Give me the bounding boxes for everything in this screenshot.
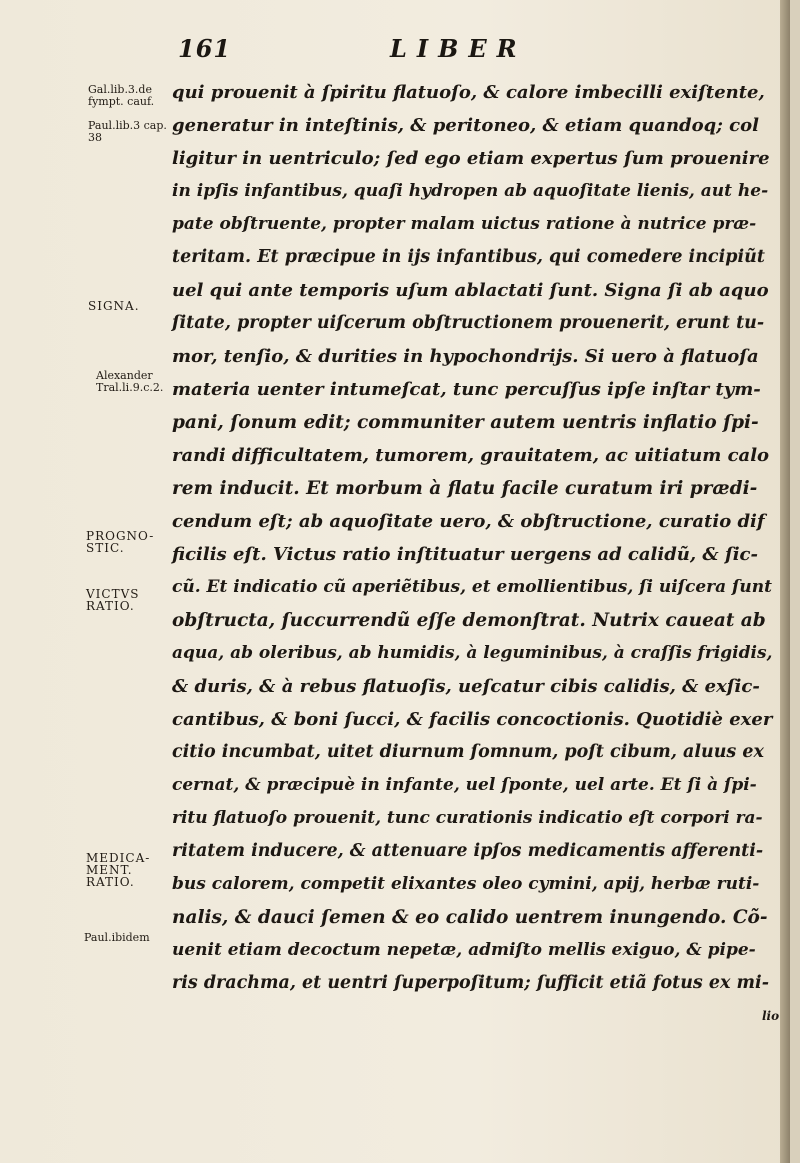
text-line: obſtructa, ſuccurrendũ eſſe demonſtrat. Nutrix caueat ab xyxy=(172,610,766,631)
folio-number: 161 xyxy=(178,34,232,63)
body-text xyxy=(172,76,780,1033)
text-line: cernat, & præcipuè in infante, uel ſponte, uel arte. Et ſi à ſpi- xyxy=(172,775,757,795)
margin-note-victus: VICTVS RATIO. xyxy=(86,587,140,613)
margin-note-gal: Gal.lib.3.de fympt. cauf. xyxy=(88,83,155,108)
text-line: pani, ſonum edit; communiter autem uentris inflatio ſpi- xyxy=(172,412,759,433)
text-line: in ipſis infantibus, quaſi hydropen ab aquoſitate lienis, aut he- xyxy=(172,181,769,201)
text-line: bus calorem, competit elixantes oleo cymini, apij, herbæ ruti- xyxy=(172,874,760,894)
text-line: ris drachma, et uentri ſuperpoſitum; ſufficit etiã fotus ex mi- xyxy=(172,973,769,993)
text-line: generatur in inteſtinis, & peritoneo, & etiam quandoq; col xyxy=(172,115,759,136)
text-line: randi difficultatem, tumorem, grauitatem, ac uitiatum calo xyxy=(172,445,770,466)
margin-note-progno: PROGNO-STIC. xyxy=(86,529,155,555)
margin-note-medica: MEDICA-MENT. RATIO. xyxy=(86,851,151,889)
text-line: cũ. Et indicatio cũ aperiẽtibus, et emollientibus, ſi uiſcera ſunt xyxy=(172,577,772,597)
margin-notes xyxy=(0,0,170,1163)
text-line: lio xyxy=(762,1009,780,1023)
text-line: qui prouenit à ſpiritu flatuoſo, & calore imbecilli exiſtente, xyxy=(172,82,765,103)
text-line: citio incumbat, uitet diurnum ſomnum, poſt cibum, aluus ex xyxy=(172,742,764,762)
text-line: ficilis eſt. Victus ratio inſtituatur uergens ad calidũ, & ſic- xyxy=(172,544,758,565)
margin-note-alexander: Alexander Tral.li.9.c.2. xyxy=(96,369,164,394)
text-line: teritam. Et præcipue in ijs infantibus, qui comedere incipiũt xyxy=(172,247,765,267)
text-line: ſitate, propter uiſcerum obſtructionem prouenerit, erunt tu- xyxy=(172,313,765,333)
text-line: nalis, & dauci ſemen & eo calido uentrem inungendo. Cõ- xyxy=(172,907,768,928)
page-edge xyxy=(780,0,790,1163)
text-line: uel qui ante temporis uſum ablactati ſunt. Signa ſi ab aquo xyxy=(172,280,769,301)
text-line: rem inducit. Et morbum à flatu facile curatum iri prædi- xyxy=(172,478,758,499)
text-line: & duris, & à rebus flatuoſis, ueſcatur cibis calidis, & exſic- xyxy=(172,676,760,697)
text-line: cendum eſt; ab aquoſitate uero, & obſtructione, curatio dif xyxy=(172,511,765,532)
running-title: LIBER xyxy=(390,34,527,63)
text-line: materia uenter intumeſcat, tunc percuſſus ipſe inſtar tym- xyxy=(172,379,761,400)
text-line: ritu flatuoſo prouenit, tunc curationis indicatio eſt corpori ra- xyxy=(172,808,763,828)
margin-note-signa: SIGNA. xyxy=(88,299,140,313)
text-line: mor, tenſio, & durities in hypochondrijs. Si uero à flatuoſa xyxy=(172,346,759,367)
page-header xyxy=(170,34,770,64)
text-line: cantibus, & boni ſucci, & facilis concoctionis. Quotidiè exer xyxy=(172,709,773,730)
text-line: uenit etiam decoctum nepetæ, admiſto mellis exiguo, & pipe- xyxy=(172,940,756,960)
text-line: pate obſtruente, propter malam uictus ratione à nutrice præ- xyxy=(172,214,757,234)
text-line: ritatem inducere, & attenuare ipſos medicamentis afferenti- xyxy=(172,841,764,861)
text-line: ligitur in uentriculo; ſed ego etiam expertus ſum prouenire xyxy=(172,148,770,169)
margin-note-paul: Paul.lib.3 cap. 38 xyxy=(88,119,167,144)
margin-note-paul-ibidem: Paul.ibidem xyxy=(84,931,150,944)
text-line: aqua, ab oleribus, ab humidis, à leguminibus, à craſſis frigidis, xyxy=(172,643,773,663)
